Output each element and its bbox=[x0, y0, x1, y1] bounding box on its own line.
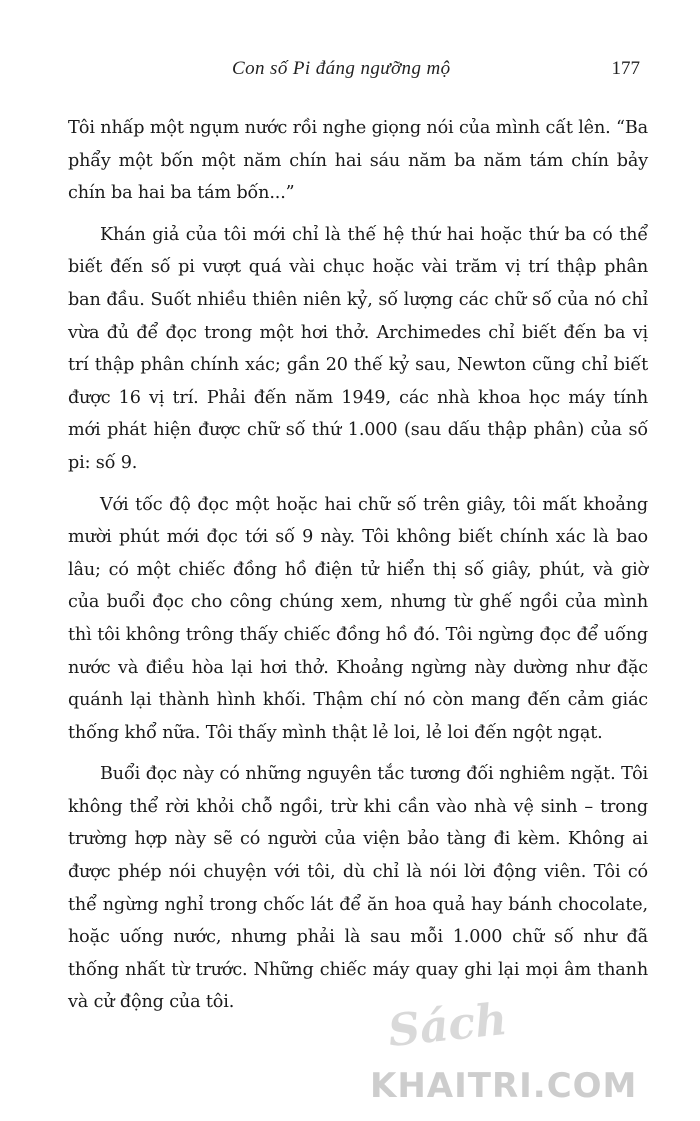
paragraph-3: Với tốc độ đọc một hoặc hai chữ số trên giây, tôi mất khoảng mười phút mới đọc tới số 9 này. Tôi không biết chính xác là bao lâu; có một chiếc đồng hồ điện tử hiển thị số giây, phút, và giờ của buổi đọc cho công chúng xem, nhưng từ ghế ngồi của mình thì tôi không trông thấy chiếc đồng hồ đó. Tôi ngừng đọc để uống nước và điều hòa lại hơi thở. Khoảng ngừng này dường như đặc quánh lại thành hình khối. Thậm chí nó còn mang đến cảm giác thống khổ nữa. Tôi thấy mình thật lẻ loi, lẻ loi đến ngột ngạt. bbox=[68, 494, 648, 743]
body-text bbox=[68, 112, 648, 1028]
page-number: 177 bbox=[611, 58, 640, 79]
watermark-brand-text: KHAITRI.COM bbox=[370, 1066, 638, 1106]
paragraph-1: Tôi nhấp một ngụm nước rồi nghe giọng nói của mình cất lên. “Ba phẩy một bốn một năm chín hai sáu năm ba năm tám chín bảy chín ba hai ba tám bốn...” bbox=[68, 118, 648, 204]
watermark-script-text: Sách bbox=[385, 993, 510, 1058]
paragraph-2: Khán giả của tôi mới chỉ là thế hệ thứ hai hoặc thứ ba có thể biết đến số pi vượt quá vài chục hoặc vài trăm vị trí thập phân ban đầu. Suốt nhiều thiên niên kỷ, số lượng các chữ số của nó chỉ vừa đủ để đọc trong một hơi thở. Archimedes chỉ biết đến ba vị trí thập phân chính xác; gần 20 thế kỷ sau, Newton cũng chỉ biết được 16 vị trí. Phải đến năm 1949, các nhà khoa học máy tính mới phát hiện được chữ số thứ 1.000 (sau dấu thập phân) của số pi: số 9. bbox=[68, 224, 648, 473]
running-title: Con số Pi đáng ngưỡng mộ bbox=[232, 58, 451, 79]
paragraph-4: Buổi đọc này có những nguyên tắc tương đối nghiêm ngặt. Tôi không thể rời khỏi chỗ ngồi, trừ khi cần vào nhà vệ sinh – trong trường hợp này sẽ có người của viện bảo tàng đi kèm. Không ai được phép nói chuyện với tôi, dù chỉ là nói lời động viên. Tôi có thể ngừng nghỉ trong chốc lát để ăn hoa quả hay bánh chocolate, hoặc uống nước, nhưng phải là sau mỗi 1.000 chữ số như đã thống nhất từ trước. Những chiếc máy quay ghi lại mọi âm thanh và cử động của tôi. bbox=[68, 764, 648, 1013]
running-header bbox=[120, 58, 640, 88]
